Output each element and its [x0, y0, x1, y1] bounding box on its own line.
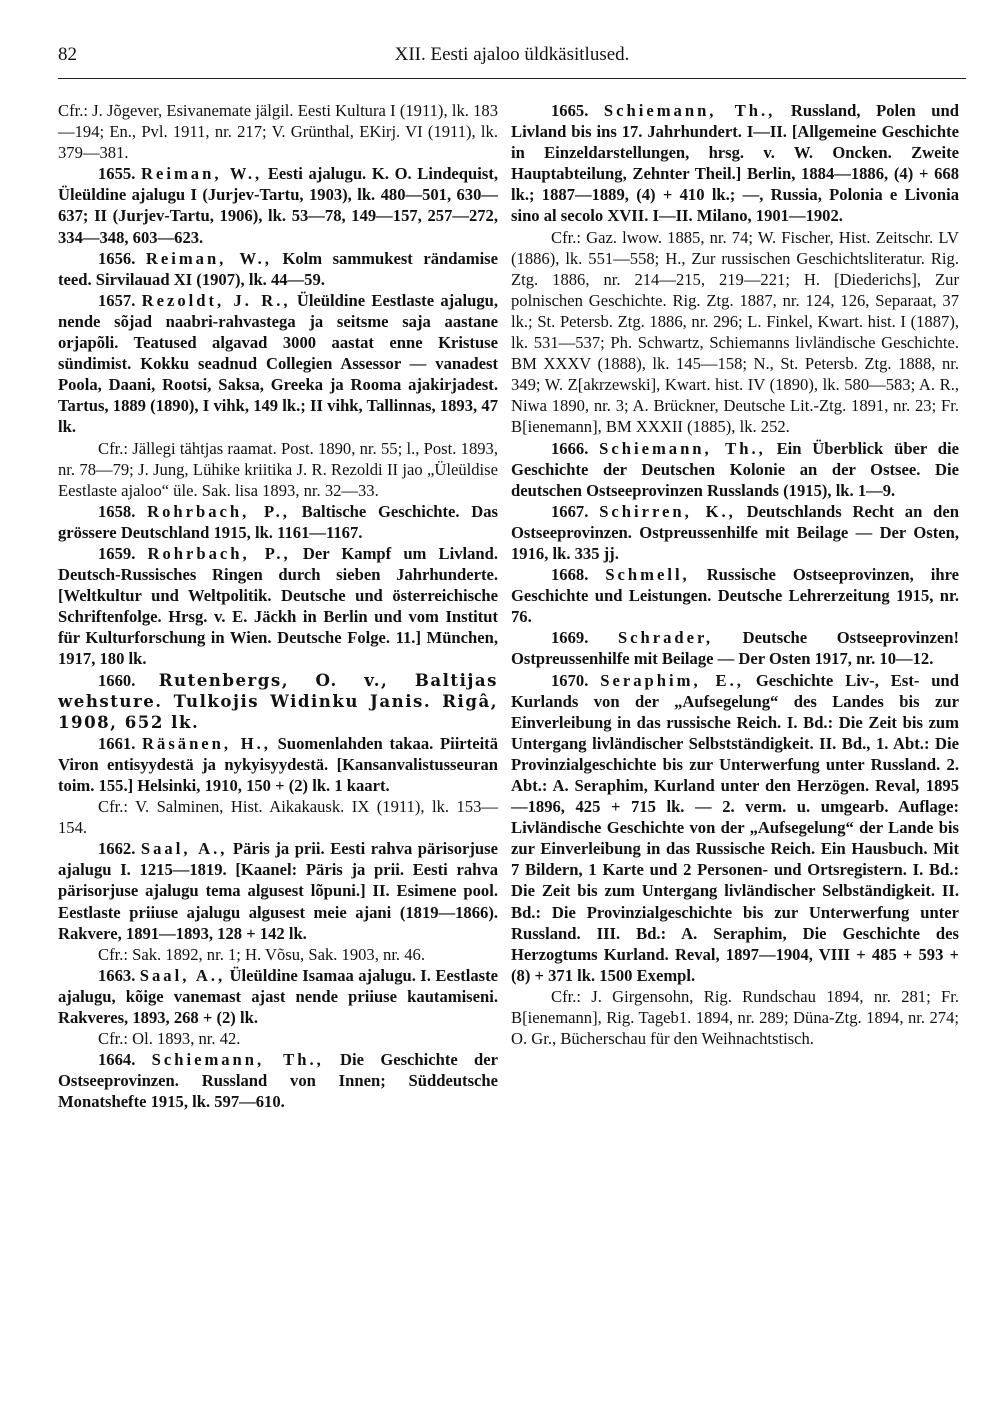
entry-author: Seraphim, E., — [600, 670, 744, 690]
entry-author: Schiemann, Th., — [151, 1050, 324, 1070]
left-column — [58, 100, 498, 1113]
entry-number: 1663. — [98, 965, 136, 985]
entry-title: Eesti ajalugu. K. O. Lindequist, Üleüldine ajalugu I (Jurjev-Tartu, 1903), lk. 480—501, 630—637; II (Jurjev-Tartu, 1906), lk. 53—78, 149—157, 257—272, 334—348, 603—623. — [58, 164, 498, 247]
entry-number: 1670. — [551, 670, 589, 690]
entry-number: 1655. — [98, 164, 136, 184]
entry-title: Suomenlahden takaa. Piirteitä Viron entisyydestä ja nykyisyydestä. [Kansanvalistusseuran toim. 155.] Helsinki, 1910, 150 + (2) lk. 1 kaart. — [58, 733, 498, 795]
bibliography-entry — [58, 543, 498, 670]
entry-title: Üleüldine Isamaa ajalugu. I. Eestlaste ajalugu, kõige vanemast ajast nende priiuse kautamiseni. Rakveres, 1893, 268 + (2) lk. — [58, 965, 498, 1028]
entry-number: 1662. — [98, 839, 136, 859]
reference-text: Cfr.: V. Salminen, Hist. Aikakausk. IX (1911), lk. 153—154. — [58, 797, 498, 838]
entry-author: Reiman, W., — [141, 164, 263, 184]
reference-text: Cfr.: J. Girgensohn, Rig. Rundschau 1894, nr. 281; Fr. B[ienemann], Rig. Tageb1. 1894, nr. 289; Düna-Ztg. 1894, nr. 274; O. Gr., Bücherschau für den Weihnachtstisch. — [511, 986, 959, 1049]
bibliography-entry — [58, 248, 498, 290]
bibliography-entry — [511, 627, 959, 669]
reference-text: Cfr.: Ol. 1893, nr. 42. — [98, 1029, 241, 1049]
reference-text: Cfr.: Jällegi tähtjas raamat. Post. 1890, nr. 55; l., Post. 1893, nr. 78—79; J. Jung, Lühike kriitika J. R. Rezoldi II jao „Üleüldise Eestlaste ajaloo“ üle. Sak. lisa 1893, nr. 32—33. — [58, 438, 498, 500]
bibliography-entry — [58, 670, 498, 733]
bibliography-entry — [58, 733, 498, 796]
page-number: 82 — [58, 44, 77, 65]
bibliography-entry — [58, 838, 498, 943]
entry-author: Schmell, — [605, 565, 690, 585]
entry-author: Schiemann, Th., — [599, 438, 766, 458]
bibliography-entry — [511, 564, 959, 627]
entry-title: Russische Ostseeprovinzen, ihre Geschichte und Leistungen. Deutsche Lehrerzeitung 1915, nr. 76. — [511, 565, 959, 627]
bibliography-entry — [58, 1049, 498, 1112]
entry-number: 1658. — [98, 501, 136, 521]
entry-author: Saal, A., — [140, 839, 228, 859]
entry-author: Saal, A., — [139, 965, 226, 985]
entry-author: Rezoldt, J. R., — [141, 290, 291, 310]
right-column — [511, 100, 959, 1049]
reference-note — [511, 227, 959, 438]
reference-text: Cfr.: J. Jõgever, Esivanemate jälgil. Eesti Kultura I (1911), lk. 183—194; En., Pvl. 1911, nr. 217; V. Grünthal, EKirj. VI (1911), lk. 379—381. — [58, 101, 498, 163]
entry-number: 1661. — [98, 733, 136, 753]
page-header — [58, 44, 966, 79]
bibliography-entry — [58, 501, 498, 543]
entry-title: Kolm sammukest rändamise teed. Sirvilauad XI (1907), lk. 44—59. — [58, 248, 498, 289]
entry-author: Räsänen, H., — [142, 733, 271, 753]
reference-text: Cfr.: Sak. 1892, nr. 1; H. Võsu, Sak. 1903, nr. 46. — [98, 944, 425, 964]
entry-title: Ein Überblick über die Geschichte der Deutschen Kolonie an der Ostsee. Die deutschen Ostseeprovinzen Russlands (1915), lk. 1—9. — [511, 438, 959, 500]
entry-number: 1656. — [98, 248, 136, 268]
entry-number: 1669. — [551, 628, 589, 648]
reference-note — [58, 944, 498, 965]
entry-author: Schrader, — [617, 628, 714, 648]
entry-title: Die Geschichte der Ostseeprovinzen. Russland von Innen; Süddeutsche Monatshefte 1915, lk. 597—610. — [58, 1050, 498, 1112]
entry-number: 1664. — [98, 1050, 136, 1070]
entry-number: 1660. — [98, 670, 136, 690]
entry-author: Reiman, W., — [145, 248, 272, 268]
bibliography-entry — [58, 163, 498, 247]
entry-number: 1666. — [551, 438, 589, 458]
bibliography-entry — [511, 438, 959, 501]
entry-fraktur-text: Rutenbergs, O. v., Baltijas wehsture. Tulkojis Widinku Janis. Rigâ, 1908, 652 lk. — [58, 669, 498, 732]
entry-author: Schiemann, Th., — [603, 101, 776, 120]
entry-number: 1668. — [551, 565, 589, 585]
reference-note — [58, 438, 498, 501]
entry-author: Rohrbach, P., — [147, 543, 291, 563]
reference-note — [58, 796, 498, 838]
bibliography-entry — [58, 290, 498, 438]
bibliography-entry — [58, 965, 498, 1028]
reference-text: Cfr.: Gaz. lwow. 1885, nr. 74; W. Fischer, Hist. Zeitschr. LV (1886), lk. 551—558; H., Zur russischen Geschichtsliteratur. Rig. Ztg. 1886, nr. 214—215, 219—221; H. [Diederichs], Zur polnischen Geschichte. Rig. Ztg. 1887, nr. 124, 126, Separaat, 37 lk.; St. Petersb. Ztg. 1886, nr. 296; L. Finkel, Kwart. hist. I (1887), lk. 531—537; Ph. Schwartz, Schiemanns livländische Geschichte. BM XXXV (1888), lk. 145—158; N., St. Petersb. Ztg. 1888, nr. 349; W. Z[akrzewski], Kwart. hist. IV (1890), lk. 580—583; A. R., Niwa 1890, nr. 3; A. Brückner, Deutsche Lit.-Ztg. 1891, nr. 23; Fr. B[ienemann], BM XXXII (1885), lk. 252. — [511, 227, 959, 437]
bibliography-entry — [511, 100, 959, 227]
entry-author: Schirren, K., — [599, 501, 736, 521]
entry-title: Baltische Geschichte. Das grössere Deutschland 1915, lk. 1161—1167. — [58, 501, 499, 542]
entry-number: 1657. — [98, 290, 136, 310]
entry-title: Russland, Polen und Livland bis ins 17. Jahrhundert. I—II. [Allgemeine Geschichte in Einzeldarstellungen, hrsg. v. W. Oncken. Zweite Hauptabteilung, Zehnter Theil.] Berlin, 1884—1886, (4) + 668 lk.; 1887—1889, (4) + 410 lk.; —, Russia, Polonia e Livonia sino al secolo XVII. I—II. Milano, 1901—1902. — [511, 101, 959, 226]
entry-title: Deutsche Ostseeprovinzen! Ostpreussenhilfe mit Beilage — Der Osten 1917, nr. 10—12. — [511, 628, 959, 669]
reference-note — [58, 1028, 498, 1049]
running-head: XII. Eesti ajaloo üldkäsitlused. — [394, 44, 630, 65]
reference-note — [511, 986, 959, 1049]
bibliography-entry — [511, 670, 959, 986]
entry-author: Rohrbach, P., — [147, 501, 290, 521]
entry-title: Üleüldine Eestlaste ajalugu, nende sõjad naabri-rahvastega ja seitsme saja aastane orjapõli. Teatused algavad 3000 aastat enne Kristuse sündimist. Kokku seadnud Collegien Assessor — vanadest Poola, Daani, Rootsi, Saksa, Greeka ja Rooma ajakirjadest. Tartus, 1889 (1890), I vihk, 149 lk.; II vihk, Tallinnas, 1893, 47 lk. — [58, 290, 498, 437]
bibliography-entry — [511, 501, 959, 564]
entry-number: 1665. — [551, 101, 589, 120]
reference-note — [58, 100, 498, 163]
entry-number: 1659. — [98, 543, 136, 563]
entry-title: Der Kampf um Livland. Deutsch-Russisches Ringen durch sieben Jahrhunderte. [Weltkultur und Weltpolitik. Deutsche und österreichische Schriftenfolge. Hrsg. v. E. Jäckh in Berlin und vom Institut für Kulturforschung in Wien. Deutsche Folge. 11.] München, 1917, 180 lk. — [58, 543, 499, 669]
entry-title: Päris ja prii. Eesti rahva pärisorjuse ajalugu I. 1215—1819. [Kaanel: Päris ja prii. Eesti rahva pärisorjuse ajalugu tema algusest lõpuni.] II. Esimene pool. Eestlaste priiuse ajalugu algusest meie ajani (1819—1866). Rakvere, 1891—1893, 128 + 142 lk. — [58, 839, 498, 943]
entry-number: 1667. — [551, 501, 589, 521]
entry-title: Deutschlands Recht an den Ostseeprovinzen. Ostpreussenhilfe mit Beilage — Der Osten, 1916, lk. 335 jj. — [511, 501, 959, 563]
entry-title: Geschichte Liv-, Est- und Kurlands von der „Aufsegelung“ des Landes bis zur Einverleibung in das russische Reich. I. Bd.: Die Zeit bis zum Untergang livländischer Selbstständigkeit. II. Bd., 1. Abt.: Die Provinzialgeschichte bis zur Unterwerfung unter Russland. 2. Abt.: A. Seraphim, Kurland unter den Herzögen. Reval, 1895—1896, 425 + 715 lk. — 2. verm. u. umgearb. Auflage: Livländische Geschichte von der „Aufsegelung“ der Lande bis zur Einverleibung in das Russische Reich. Ein Hausbuch. Mit 7 Bildern, 1 Karte und 2 Personen- und Ortsregistern. I. Bd.: Die Zeit bis zum Untergang livländischer Selbständigkeit. II. Bd.: Die Provinzialgeschichte bis zur Unterwerfung unter Russland. III. Bd.: A. Seraphim, Die Geschichte des Herzogtums Kurland. Reval, 1897—1904, VIII + 485 + 593 + (8) + 371 lk. 1500 Exempl. — [511, 670, 959, 985]
